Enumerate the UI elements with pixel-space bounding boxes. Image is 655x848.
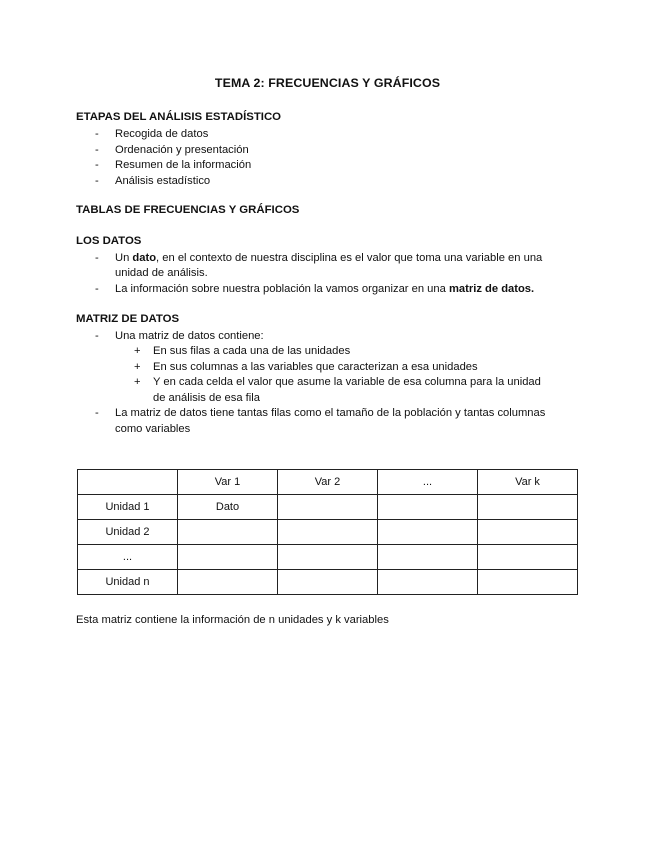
list-item <box>115 251 542 265</box>
text-fragment: La información sobre nuestra población la vamos organizar en una <box>115 283 449 295</box>
list-item <box>115 282 534 296</box>
table-cell <box>278 520 378 545</box>
text-fragment: Un <box>115 252 133 264</box>
table-cell <box>378 520 478 545</box>
table-cell <box>378 570 478 595</box>
table-cell <box>178 570 278 595</box>
sublist-item: En sus filas a cada una de las unidades <box>153 345 351 357</box>
table-row <box>78 495 578 520</box>
table-header-cell: Var 2 <box>278 470 378 495</box>
sublist-item: Y en cada celda el valor que asume la variable de esa columna para la unidad <box>153 376 541 388</box>
list-bullet: - <box>95 144 99 156</box>
table-cell <box>378 545 478 570</box>
list-bullet: - <box>95 128 99 140</box>
heading-los-datos: LOS DATOS <box>76 235 142 247</box>
table-header-cell <box>78 470 178 495</box>
sublist-bullet: + <box>134 345 141 357</box>
list-bullet: - <box>95 330 99 342</box>
table-cell: ... <box>78 545 178 570</box>
sublist-bullet: + <box>134 361 141 373</box>
table-cell <box>478 520 578 545</box>
heading-matriz: MATRIZ DE DATOS <box>76 313 180 325</box>
table-header-row <box>78 470 578 495</box>
table-cell <box>178 545 278 570</box>
data-matrix-table <box>77 469 578 595</box>
table-cell: Dato <box>178 495 278 520</box>
list-item: Recogida de datos <box>115 128 209 140</box>
table-row <box>78 520 578 545</box>
list-bullet: - <box>95 252 99 264</box>
list-item-continuation: unidad de análisis. <box>115 267 208 279</box>
table-cell: Unidad 1 <box>78 495 178 520</box>
list-bullet: - <box>95 283 99 295</box>
sublist-item: En sus columnas a las variables que caracterizan a esa unidades <box>153 361 478 373</box>
heading-tablas: TABLAS DE FRECUENCIAS Y GRÁFICOS <box>76 204 300 216</box>
table-cell <box>478 495 578 520</box>
table-cell <box>478 545 578 570</box>
table-cell <box>278 570 378 595</box>
list-item: La matriz de datos tiene tantas filas como el tamaño de la población y tantas columnas <box>115 407 546 419</box>
bold-term: dato <box>132 252 157 264</box>
table-row <box>78 545 578 570</box>
page-title: TEMA 2: FRECUENCIAS Y GRÁFICOS <box>214 76 441 90</box>
table-header-cell: Var 1 <box>178 470 278 495</box>
list-bullet: - <box>95 407 99 419</box>
list-item: Ordenación y presentación <box>115 144 249 156</box>
sublist-item-continuation: de análisis de esa fila <box>153 392 260 404</box>
list-item-continuation: como variables <box>115 423 191 435</box>
list-item: Una matriz de datos contiene: <box>115 330 264 342</box>
list-item: Resumen de la información <box>115 159 252 171</box>
table-header-cell: Var k <box>478 470 578 495</box>
table-cell <box>178 520 278 545</box>
table-cell <box>378 495 478 520</box>
table-caption: Esta matriz contiene la información de n unidades y k variables <box>76 614 389 626</box>
table-cell: Unidad 2 <box>78 520 178 545</box>
bold-term: matriz de datos. <box>448 283 535 295</box>
list-item: Análisis estadístico <box>115 175 211 187</box>
table-row <box>78 570 578 595</box>
table-cell: Unidad n <box>78 570 178 595</box>
list-bullet: - <box>95 159 99 171</box>
list-bullet: - <box>95 175 99 187</box>
sublist-bullet: + <box>134 376 141 388</box>
table-header-cell: ... <box>378 470 478 495</box>
heading-etapas: ETAPAS DEL ANÁLISIS ESTADÍSTICO <box>76 111 282 123</box>
table-cell <box>278 495 378 520</box>
text-fragment: , en el contexto de nuestra disciplina es el valor que toma una variable en una <box>156 252 543 264</box>
table-cell <box>278 545 378 570</box>
table-cell <box>478 570 578 595</box>
